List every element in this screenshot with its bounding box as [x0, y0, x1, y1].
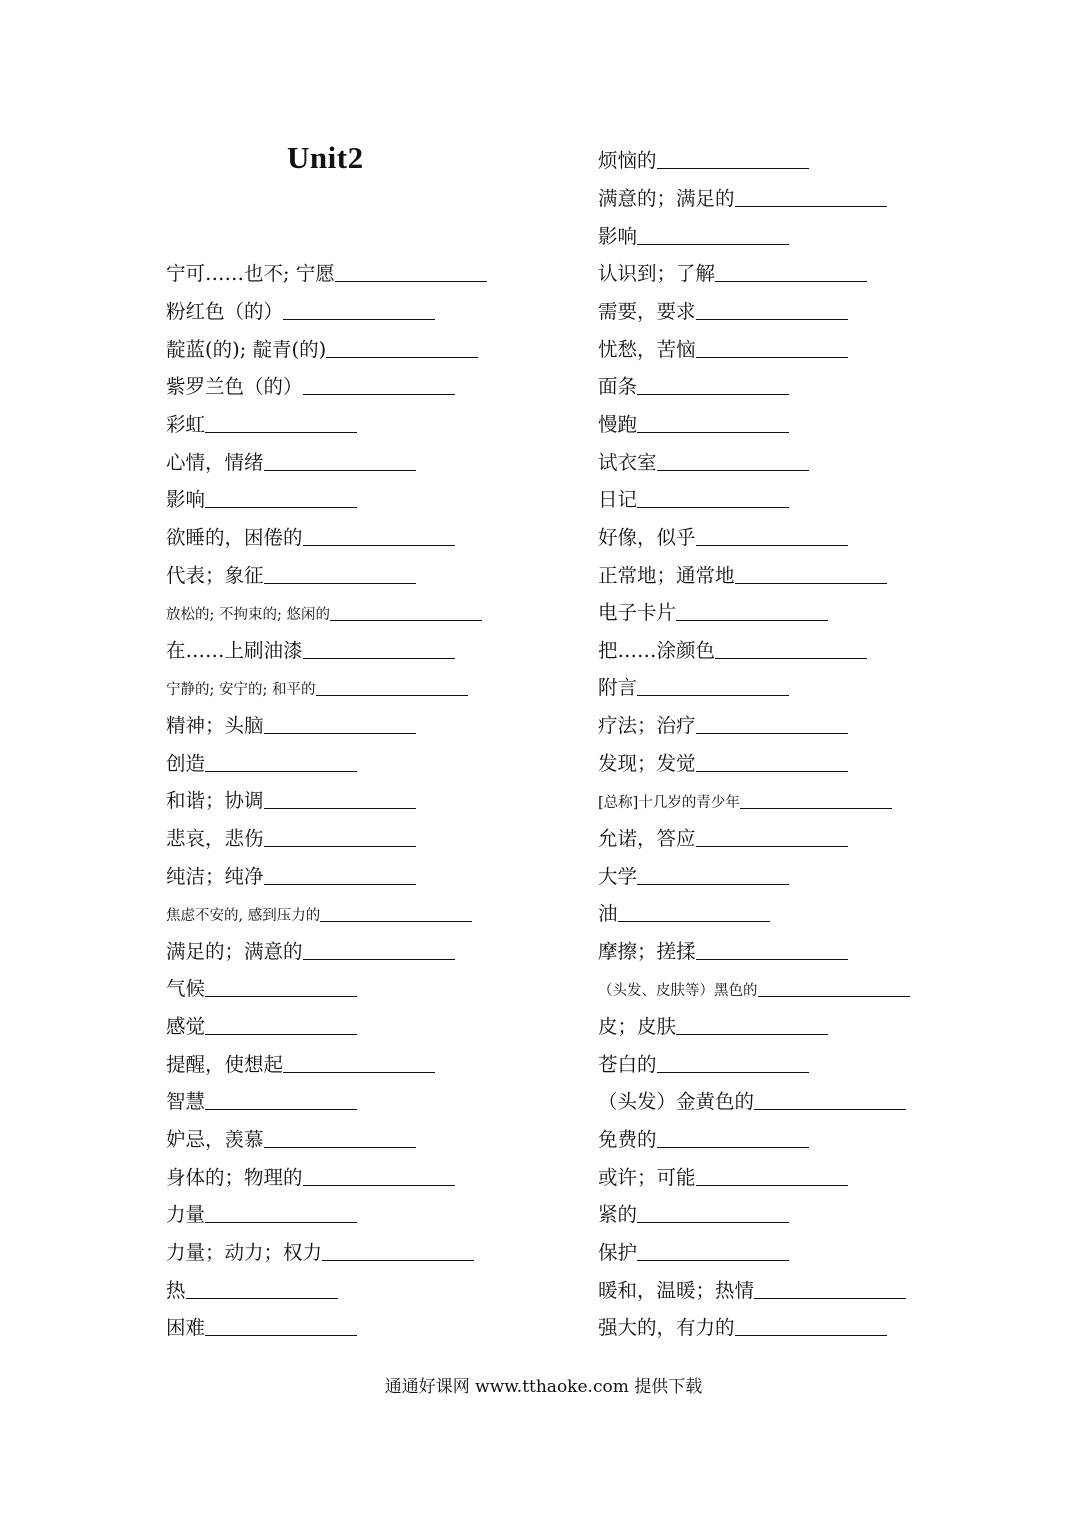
vocab-term: 强大的，有力的	[598, 1315, 735, 1339]
answer-blank	[264, 1146, 416, 1148]
answer-blank	[754, 1297, 906, 1299]
answer-blank	[205, 995, 357, 997]
vocab-term: 身体的；物理的	[166, 1165, 303, 1189]
right-vocab-item	[598, 968, 910, 998]
vocab-term: 好像，似乎	[598, 525, 696, 549]
vocab-term: 心情，情绪	[166, 450, 264, 474]
answer-blank	[696, 544, 848, 546]
answer-blank	[303, 1184, 455, 1186]
left-vocab-item	[166, 555, 416, 585]
right-vocab-item	[598, 1307, 887, 1337]
right-vocab-item	[598, 329, 848, 359]
right-vocab-item	[598, 366, 789, 396]
left-vocab-item	[166, 931, 455, 961]
answer-blank	[264, 845, 416, 847]
answer-blank	[326, 356, 478, 358]
left-vocab-item	[166, 667, 468, 697]
vocab-term: 靛蓝(的); 靛青(的)	[166, 337, 327, 361]
vocab-term: 疗法；治疗	[598, 713, 696, 737]
right-vocab-item	[598, 1270, 906, 1300]
right-vocab-item	[598, 1157, 848, 1187]
answer-blank	[330, 619, 482, 621]
right-vocab-item	[598, 555, 887, 585]
answer-blank	[264, 582, 416, 584]
right-vocab-item	[598, 705, 848, 735]
left-vocab-item	[166, 1044, 435, 1074]
answer-blank	[696, 318, 848, 320]
right-vocab-item	[598, 404, 789, 434]
answer-blank	[735, 205, 887, 207]
left-vocab-item	[166, 291, 435, 321]
answer-blank	[735, 1334, 887, 1336]
vocab-term: 摩擦；搓揉	[598, 939, 696, 963]
left-vocab-item	[166, 442, 416, 472]
left-vocab-item	[166, 1119, 416, 1149]
right-vocab-item	[598, 479, 789, 509]
left-vocab-item	[166, 630, 455, 660]
vocab-term: 放松的; 不拘束的; 悠闲的	[166, 606, 330, 623]
answer-blank	[715, 657, 867, 659]
left-vocab-item	[166, 705, 416, 735]
vocab-term: 热	[166, 1278, 186, 1302]
vocab-term: 力量	[166, 1202, 206, 1226]
vocab-term: 代表；象征	[166, 563, 264, 587]
answer-blank	[696, 732, 848, 734]
vocab-term: 粉红色（的）	[166, 299, 284, 323]
vocab-term: 面条	[598, 374, 638, 398]
right-vocab-item	[598, 743, 848, 773]
vocab-term: 大学	[598, 864, 638, 888]
answer-blank	[657, 1146, 809, 1148]
answer-blank	[335, 280, 487, 282]
right-vocab-item	[598, 893, 770, 923]
answer-blank	[696, 356, 848, 358]
answer-blank	[637, 1221, 789, 1223]
answer-blank	[264, 883, 416, 885]
vocab-term: 悲哀，悲伤	[166, 826, 264, 850]
vocab-term: 皮；皮肤	[598, 1014, 677, 1038]
answer-blank	[205, 1033, 357, 1035]
vocab-term: 需要，要求	[598, 299, 696, 323]
vocab-term: 创造	[166, 751, 206, 775]
left-vocab-item	[166, 780, 416, 810]
right-vocab-item	[598, 442, 809, 472]
vocab-term: 妒忌，羡慕	[166, 1127, 264, 1151]
left-vocab-item	[166, 818, 416, 848]
answer-blank	[676, 619, 828, 621]
vocab-term: 日记	[598, 487, 638, 511]
answer-blank	[316, 694, 468, 696]
answer-blank	[696, 845, 848, 847]
answer-blank	[264, 732, 416, 734]
left-vocab-item	[166, 592, 482, 622]
answer-blank	[637, 694, 789, 696]
vocab-term: 电子卡片	[598, 600, 677, 624]
answer-blank	[303, 958, 455, 960]
vocab-term: 影响	[598, 224, 638, 248]
page-title: Unit2	[287, 140, 364, 175]
answer-blank	[283, 318, 435, 320]
answer-blank	[715, 280, 867, 282]
vocab-term: 或许；可能	[598, 1165, 696, 1189]
answer-blank	[205, 431, 357, 433]
left-vocab-item	[166, 1081, 357, 1111]
left-vocab-item	[166, 968, 357, 998]
vocab-term: 把……涂颜色	[598, 638, 716, 662]
vocab-term: （头发、皮肤等）黑色的	[598, 982, 758, 999]
left-vocab-item	[166, 893, 472, 923]
answer-blank	[205, 1221, 357, 1223]
left-vocab-item	[166, 1006, 357, 1036]
vocab-term: 烦恼的	[598, 148, 657, 172]
answer-blank	[303, 544, 455, 546]
right-vocab-item	[598, 780, 892, 810]
vocab-term: 免费的	[598, 1127, 657, 1151]
answer-blank	[657, 167, 809, 169]
right-vocab-item	[598, 667, 789, 697]
vocab-term: 和谐；协调	[166, 788, 264, 812]
answer-blank	[637, 243, 789, 245]
vocab-term: 附言	[598, 675, 638, 699]
answer-blank	[696, 770, 848, 772]
vocab-term: 正常地；通常地	[598, 563, 735, 587]
answer-blank	[735, 582, 887, 584]
right-vocab-item	[598, 178, 887, 208]
vocab-term: 提醒，使想起	[166, 1052, 284, 1076]
answer-blank	[740, 807, 892, 809]
answer-blank	[283, 1071, 435, 1073]
vocab-term: 影响	[166, 487, 206, 511]
vocab-term: 欲睡的，困倦的	[166, 525, 303, 549]
vocab-term: 满意的；满足的	[598, 186, 735, 210]
right-vocab-item	[598, 253, 867, 283]
answer-blank	[205, 770, 357, 772]
vocab-term: 油	[598, 901, 618, 925]
answer-blank	[303, 393, 455, 395]
answer-blank	[754, 1108, 906, 1110]
right-vocab-item	[598, 140, 809, 170]
answer-blank	[320, 920, 472, 922]
vocab-term: 满足的；满意的	[166, 939, 303, 963]
right-vocab-item	[598, 818, 848, 848]
vocab-term: 在……上刷油漆	[166, 638, 303, 662]
vocab-term: 焦虑不安的, 感到压力的	[166, 907, 321, 924]
answer-blank	[618, 920, 770, 922]
vocab-term: 力量；动力；权力	[166, 1240, 323, 1264]
answer-blank	[322, 1259, 474, 1261]
left-vocab-item	[166, 1232, 474, 1262]
vocab-term: 忧愁，苦恼	[598, 337, 696, 361]
answer-blank	[637, 393, 789, 395]
answer-blank	[676, 1033, 828, 1035]
right-vocab-item	[598, 1232, 789, 1262]
answer-blank	[264, 469, 416, 471]
answer-blank	[303, 657, 455, 659]
right-vocab-item	[598, 1044, 809, 1074]
answer-blank	[186, 1297, 338, 1299]
vocab-term: 智慧	[166, 1089, 206, 1113]
right-vocab-item	[598, 517, 848, 547]
left-vocab-item	[166, 253, 487, 283]
right-vocab-item	[598, 630, 867, 660]
left-vocab-item	[166, 1270, 338, 1300]
vocab-term: （头发）金黄色的	[598, 1089, 755, 1113]
answer-blank	[637, 1259, 789, 1261]
vocab-term: 苍白的	[598, 1052, 657, 1076]
left-vocab-item	[166, 1194, 357, 1224]
vocab-term: 暖和，温暖；热情	[598, 1278, 755, 1302]
answer-blank	[696, 1184, 848, 1186]
answer-blank	[637, 506, 789, 508]
left-vocab-item	[166, 856, 416, 886]
vocab-term: 困难	[166, 1315, 206, 1339]
vocab-term: 感觉	[166, 1014, 206, 1038]
answer-blank	[205, 506, 357, 508]
answer-blank	[758, 995, 910, 997]
right-vocab-item	[598, 291, 848, 321]
right-vocab-item	[598, 1081, 906, 1111]
right-vocab-item	[598, 856, 789, 886]
vocab-term: 宁可……也不; 宁愿	[166, 261, 335, 285]
right-vocab-item	[598, 1119, 809, 1149]
left-vocab-item	[166, 404, 357, 434]
vocab-term: 紫罗兰色（的）	[166, 374, 303, 398]
vocab-term: 允诺，答应	[598, 826, 696, 850]
vocab-term: 紧的	[598, 1202, 638, 1226]
vocab-term: 宁静的; 安宁的; 和平的	[166, 681, 316, 698]
footer-text: 通通好课网 www.tthaoke.com 提供下载	[384, 1377, 703, 1397]
vocab-term: [总称]十几岁的青少年	[598, 794, 740, 811]
left-vocab-item	[166, 479, 357, 509]
left-vocab-item	[166, 366, 455, 396]
answer-blank	[696, 958, 848, 960]
vocab-term: 精神；头脑	[166, 713, 264, 737]
right-vocab-item	[598, 216, 789, 246]
right-vocab-item	[598, 592, 828, 622]
answer-blank	[637, 883, 789, 885]
vocab-term: 气候	[166, 976, 206, 1000]
left-vocab-item	[166, 329, 478, 359]
answer-blank	[637, 431, 789, 433]
vocab-term: 慢跑	[598, 412, 638, 436]
vocab-term: 彩虹	[166, 412, 206, 436]
vocab-term: 纯洁；纯净	[166, 864, 264, 888]
left-vocab-item	[166, 517, 455, 547]
answer-blank	[657, 469, 809, 471]
right-vocab-item	[598, 931, 848, 961]
answer-blank	[264, 807, 416, 809]
left-vocab-item	[166, 743, 357, 773]
right-vocab-item	[598, 1194, 789, 1224]
vocab-term: 试衣室	[598, 450, 657, 474]
left-vocab-item	[166, 1157, 455, 1187]
left-vocab-item	[166, 1307, 357, 1337]
right-vocab-item	[598, 1006, 828, 1036]
answer-blank	[657, 1071, 809, 1073]
vocab-term: 发现；发觉	[598, 751, 696, 775]
vocab-term: 认识到；了解	[598, 261, 716, 285]
answer-blank	[205, 1108, 357, 1110]
answer-blank	[205, 1334, 357, 1336]
vocab-term: 保护	[598, 1240, 638, 1264]
